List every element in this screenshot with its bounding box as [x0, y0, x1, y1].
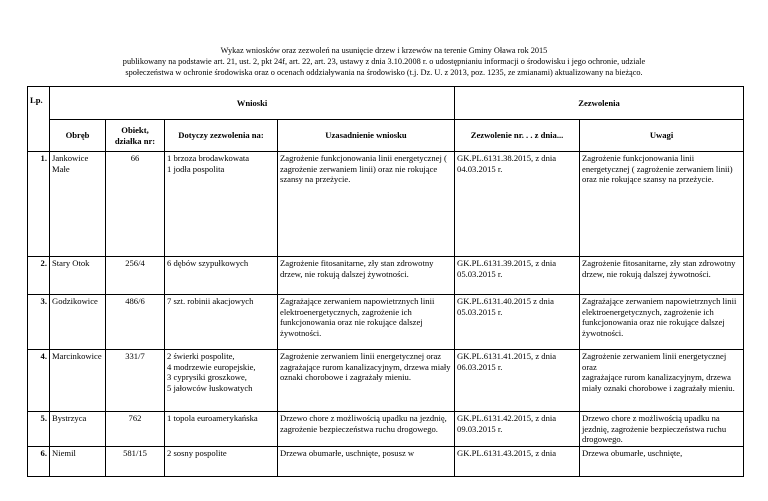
header-zezwolenie: Zezwolenie nr. . . z dnia...	[455, 120, 580, 152]
row-lp: 3.	[28, 295, 50, 350]
row-uzasadnienie: Drzewo chore z możliwością upadku na jezdnię, zagrożenie bezpieczeństwa ruchu drogowego.	[278, 412, 455, 447]
row-dzialka: 486/6	[106, 295, 165, 350]
row-uwagi: Zagrożenie funkcjonowania linii energetycznej ( zagrożenie zerwaniem linii) oraz nie rokujące szansy na przeżycie.	[580, 152, 744, 257]
row-obreb: Stary Otok	[50, 257, 106, 295]
row-zezwolenie: GK.PL.6131.41.2015, z dnia 06.03.2015 r.	[455, 350, 580, 412]
row-lp: 4.	[28, 350, 50, 412]
row-dzialka: 581/15	[106, 447, 165, 477]
row-uwagi: Drzewo chore z możliwością upadku na jezdnię, zagrożenie bezpieczeństwa ruchu drogowego.	[580, 412, 744, 447]
row-dotyczy: 2 sosny pospolite	[165, 447, 278, 477]
row-zezwolenie: GK.PL.6131.38.2015, z dnia 04.03.2015 r.	[455, 152, 580, 257]
table-row	[28, 350, 744, 412]
table-row	[28, 257, 744, 295]
row-uzasadnienie: Zagrożenie zerwaniem linii energetycznej oraz zagrażające rurom kanalizacyjnym, drzewa miały oznaki chorobowe i zagrażały mieniu.	[278, 350, 455, 412]
row-uzasadnienie: Zagrożenie fitosanitarne, zły stan zdrowotny drzew, nie rokują dalszej żywotności.	[278, 257, 455, 295]
header-dotyczy: Dotyczy zezwolenia na:	[165, 120, 278, 152]
row-uwagi: Zagrożenie fitosanitarne, zły stan zdrowotny drzew, nie rokują dalszej żywotności.	[580, 257, 744, 295]
header-legal-basis-line-1: publikowany na podstawie art. 21, ust. 2, pkt 24f, art. 22, art. 23, ustawy z dnia 3.10.2008 r. o udostępnianiu informacji o środowisku i jego ochronie, udziale	[122, 57, 646, 66]
row-zezwolenie: GK.PL.6131.40.2015 z dnia 05.03.2015 r.	[455, 295, 580, 350]
row-dotyczy: 6 dębów szypułkowych	[165, 257, 278, 295]
document-header	[40, 45, 728, 78]
row-zezwolenie: GK.PL.6131.43.2015, z dnia	[455, 447, 580, 477]
header-title: Wykaz wniosków oraz zezwoleń na usunięcie drzew i krzewów na terenie Gminy Oława rok 2015	[220, 46, 548, 55]
table-row	[28, 412, 744, 447]
header-obreb: Obręb	[50, 120, 106, 152]
row-obreb: Bystrzyca	[50, 412, 106, 447]
table-row	[28, 295, 744, 350]
row-uzasadnienie: Drzewa obumarłe, uschnięte, posusz w	[278, 447, 455, 477]
row-uzasadnienie: Zagrożenie funkcjonowania linii energetycznej ( zagrożenie zerwaniem linii) oraz nie rokujące szansy na przeżycie.	[278, 152, 455, 257]
row-obreb: Godzikowice	[50, 295, 106, 350]
header-group-wnioski: Wnioski	[50, 87, 455, 120]
row-uwagi: Zagrażające zerwaniem napowietrznych linii elektroenergetycznych, zagrożenie ich funkcjonowania oraz nie rokujące dalszej żywotności.	[580, 295, 744, 350]
header-uzasadnienie: Uzasadnienie wniosku	[278, 120, 455, 152]
row-lp: 6.	[28, 447, 50, 477]
row-lp: 2.	[28, 257, 50, 295]
row-zezwolenie: GK.PL.6131.39.2015, z dnia 05.03.2015 r.	[455, 257, 580, 295]
table-row	[28, 447, 744, 477]
row-lp: 1.	[28, 152, 50, 257]
row-dzialka: 762	[106, 412, 165, 447]
row-obreb: Jankowice Małe	[50, 152, 106, 257]
row-dzialka: 66	[106, 152, 165, 257]
row-uwagi: Zagrożenie zerwaniem linii energetycznej oraz zagrażające rurom kanalizacyjnym, drzewa miały oznaki chorobowe i zagrażały mieniu.	[580, 350, 744, 412]
header-lp: Lp.	[28, 87, 50, 152]
row-dzialka: 331/7	[106, 350, 165, 412]
row-zezwolenie: GK.PL.6131.42.2015, z dnia 09.03.2015 r.	[455, 412, 580, 447]
header-legal-basis-line-2: społeczeństwa w ochronie środowiska oraz o ocenach oddziaływania na środowisko (t.j. Dz. U. z 2013, poz. 1235, ze zmianami) aktualizowany na bieżąco.	[125, 68, 643, 77]
row-dotyczy: 1 brzoza brodawkowata 1 jodła pospolita	[165, 152, 278, 257]
row-dotyczy: 7 szt. robinii akacjowych	[165, 295, 278, 350]
row-dzialka: 256/4	[106, 257, 165, 295]
row-dotyczy: 2 świerki pospolite, 4 modrzewie europejskie, 3 cyprysiki groszkowe, 5 jałowców łuskowatych	[165, 350, 278, 412]
row-obreb: Niemil	[50, 447, 106, 477]
row-uzasadnienie: Zagrażające zerwaniem napowietrznych linii elektroenergetycznych, zagrożenie ich funkcjonowania oraz nie rokujące dalszej żywotności.	[278, 295, 455, 350]
row-obreb: Marcinkowice	[50, 350, 106, 412]
permits-table	[27, 86, 744, 477]
row-uwagi: Drzewa obumarłe, uschnięte,	[580, 447, 744, 477]
row-dotyczy: 1 topola euroamerykańska	[165, 412, 278, 447]
header-uwagi: Uwagi	[580, 120, 744, 152]
header-dzialka: Obiekt, działka nr:	[106, 120, 165, 152]
header-group-zezwolenia: Zezwolenia	[455, 87, 744, 120]
table-row	[28, 152, 744, 257]
row-lp: 5.	[28, 412, 50, 447]
